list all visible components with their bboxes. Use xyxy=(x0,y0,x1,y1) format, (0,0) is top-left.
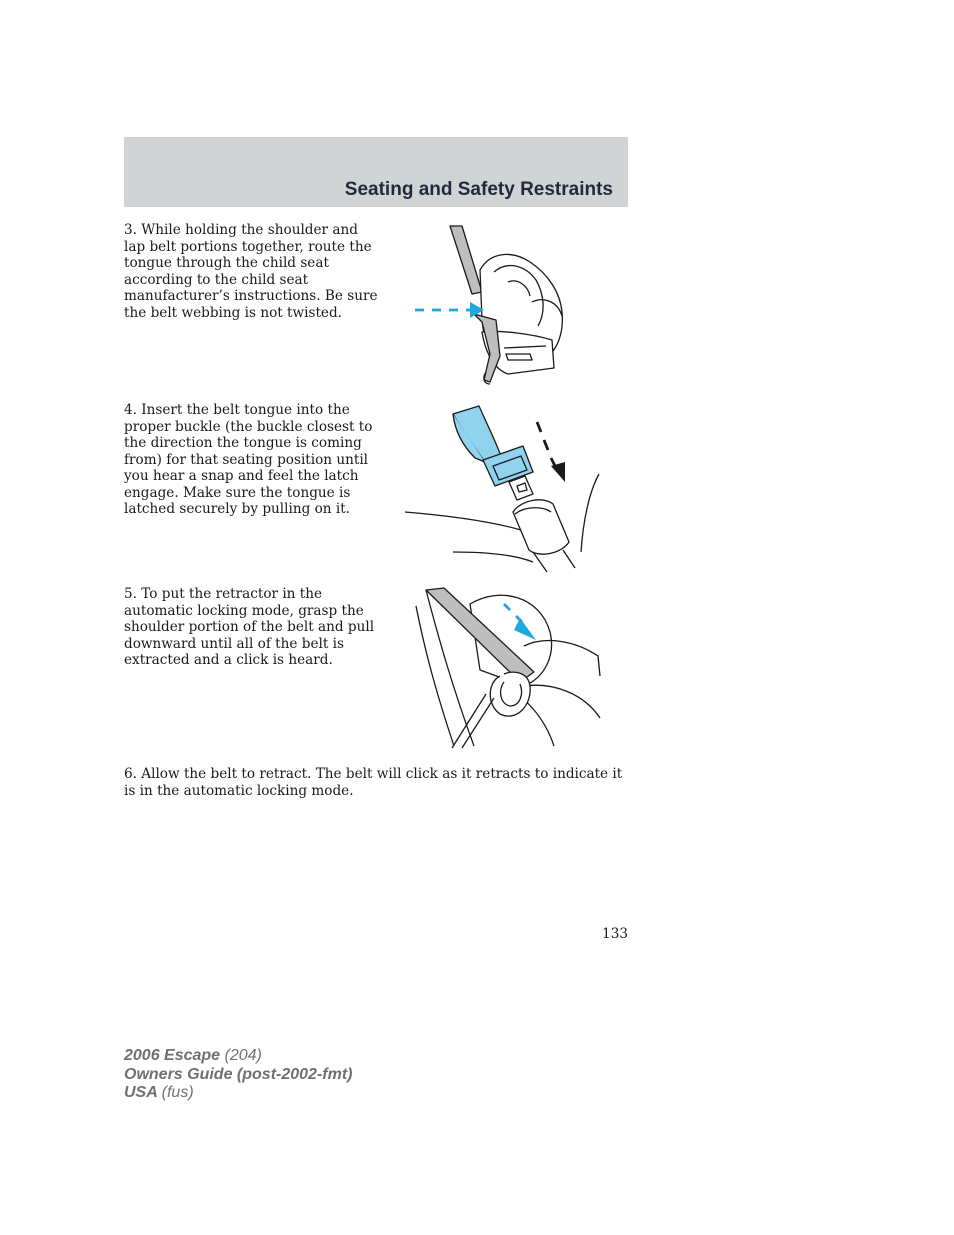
child-seat-routing-illustration xyxy=(412,222,577,387)
page-number: 133 xyxy=(602,926,628,942)
footer-market: USA xyxy=(124,1084,158,1101)
document-footer xyxy=(124,1047,352,1103)
footer-model-code: (204) xyxy=(224,1047,262,1064)
step-5-text: 5. To put the retractor in the automatic locking mode, grasp the shoulder portion of the belt and pull downward until all of the belt is extracted and a click is heard. xyxy=(124,586,375,668)
section-header-band xyxy=(124,137,628,207)
section-title: Seating and Safety Restraints xyxy=(344,179,613,200)
retractor-locking-illustration xyxy=(404,586,604,751)
footer-guide: Owners Guide (post-2002-fmt) xyxy=(124,1065,353,1083)
step-6-text: 6. Allow the belt to retract. The belt will click as it retracts to indicate it is in the automatic locking mode. xyxy=(124,766,623,799)
step-4-text: 4. Insert the belt tongue into the proper buckle (the buckle closest to the direction the tongue is coming from) for that seating position until you hear a snap and feel the latch engage. Make sure the tongue is latched securely by pulling on it. xyxy=(124,402,373,517)
footer-model: 2006 Escape xyxy=(124,1047,221,1064)
footer-market-code: (fus) xyxy=(161,1084,194,1101)
buckle-insertion-illustration xyxy=(403,402,603,574)
step-3-text: 3. While holding the shoulder and lap belt portions together, route the tongue through the child seat according to the child seat manufacturer’s instructions. Be sure the belt webbing is not twisted. xyxy=(124,222,378,321)
